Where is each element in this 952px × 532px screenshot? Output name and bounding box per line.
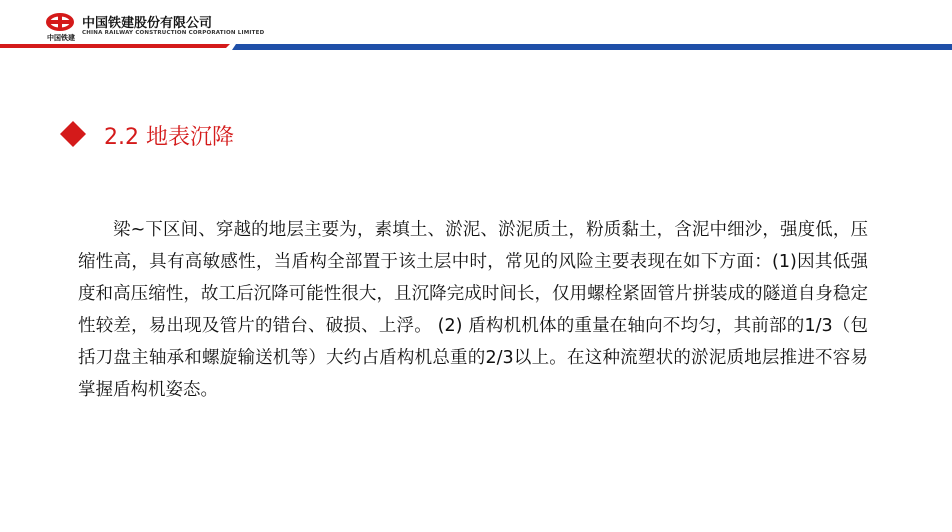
logo-text: 中国铁建 (47, 34, 75, 42)
body-paragraph: 梁~下区间、穿越的地层主要为，素填土、淤泥、淤泥质土，粉质黏土，含泥中细沙，强度低，压缩性高，具有高敏感性，当盾构全部置于该土层中时，常见的风险主要表现在如下方面：(1)因其低强度和高压缩性，故工后沉降可能性很大，且沉降完成时间长，仅用螺栓紧固管片拼装成的隧道自身稳定性较差，易出现及管片的错台、破损、上浮。 (2) 盾构机机体的重量在轴向不均匀，其前部的1/3（包括刀盘主轴承和螺旋输送机等）大约占盾构机总重的2/3以上。在这种流塑状的淤泥质地层推进不容易掌握盾构机姿态。 (78, 220, 868, 400)
red-diamond-icon (60, 121, 86, 147)
slide-header (0, 0, 952, 56)
header-stripes (0, 40, 952, 54)
company-name-en: CHINA RAILWAY CONSTRUCTION CORPORATION LIMITED (82, 30, 265, 36)
section-title: 2.2 地表沉降 (104, 125, 234, 150)
company-name-cn: 中国铁建股份有限公司 (82, 16, 213, 31)
